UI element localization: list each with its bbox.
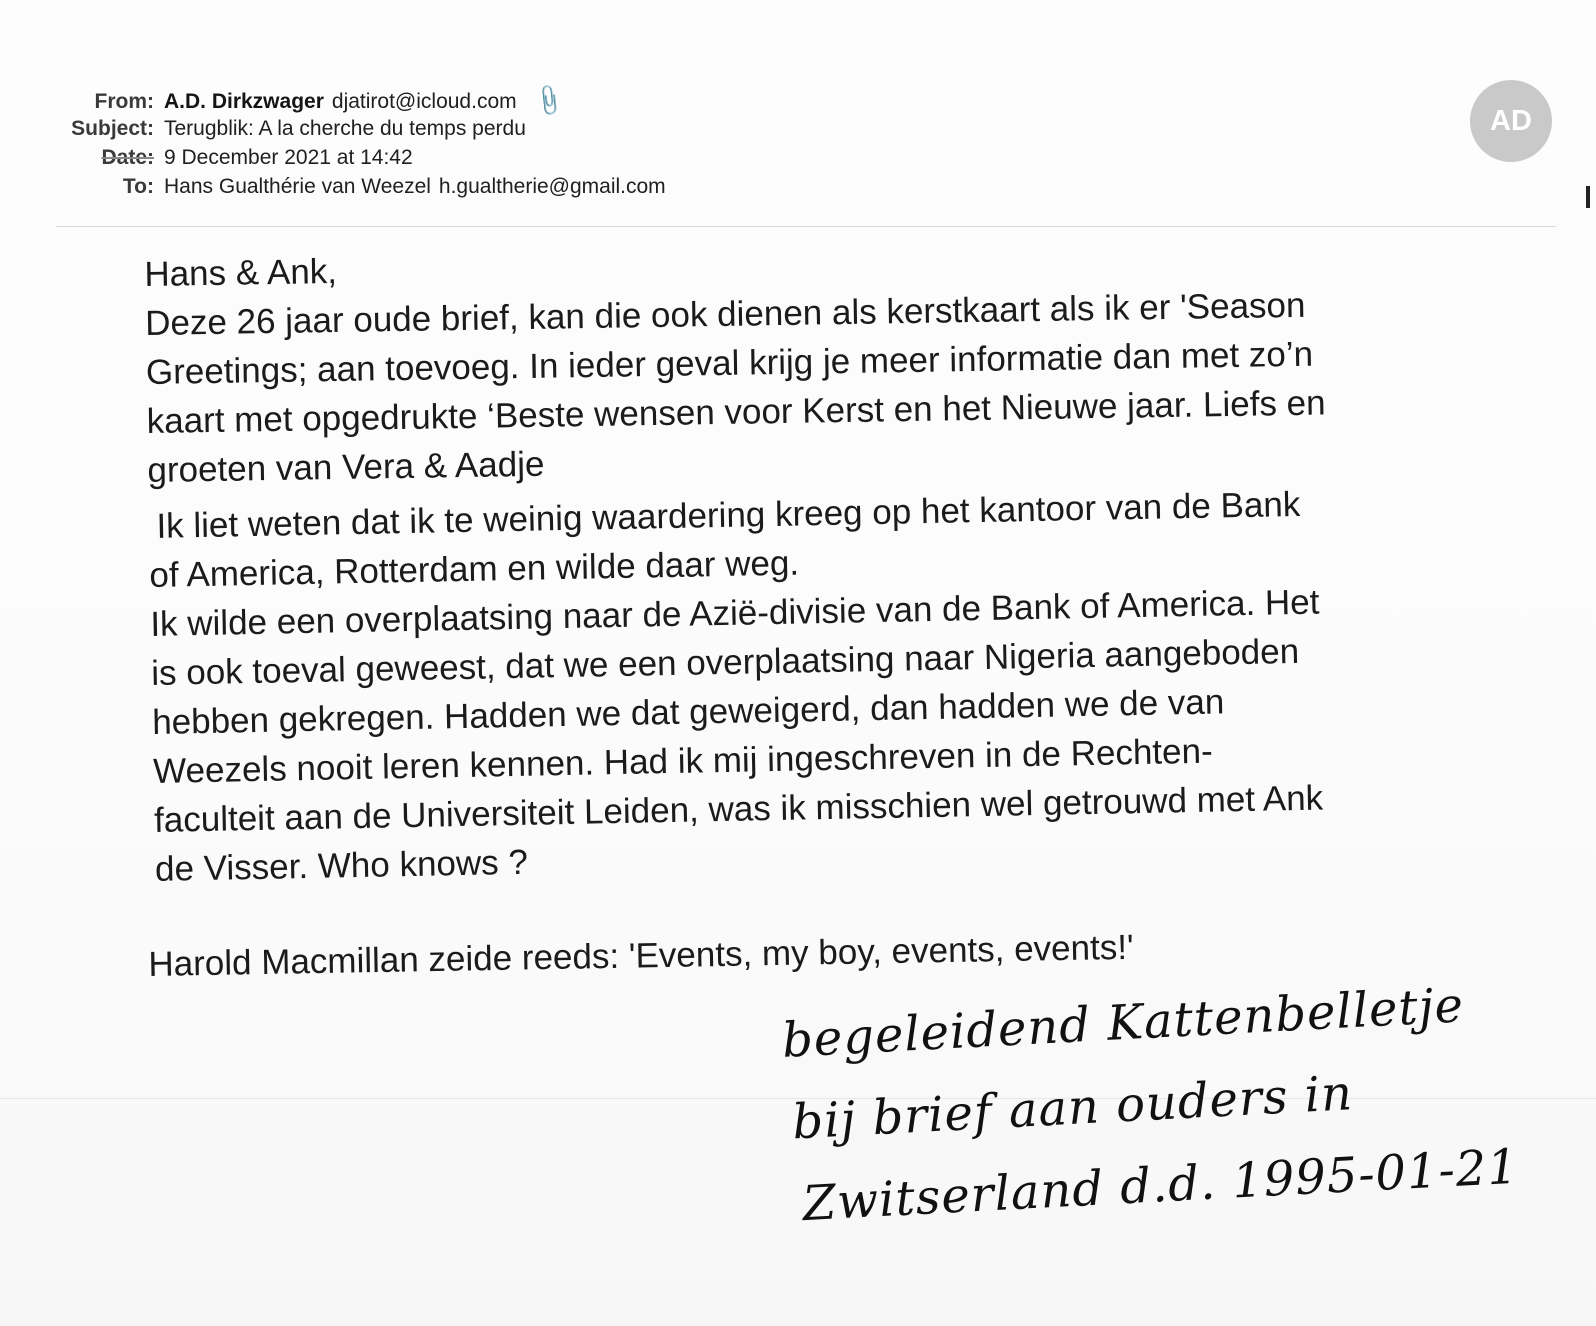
body-line: hebben gekregen. Hadden we dat geweigerd, dan hadden we de van (151, 682, 1225, 742)
from-row (30, 82, 910, 119)
body-line: Ik wilde een overplaatsing naar de Azië-divisie van de Bank of America. Het (149, 582, 1320, 644)
body-line: of America, Rotterdam en wilde daar weg. (149, 543, 800, 595)
avatar: AD (1470, 80, 1552, 162)
handwritten-note (780, 962, 1521, 1245)
quote-line: Harold Macmillan zeide reeds: 'Events, my boy, events, events!' (148, 927, 1134, 984)
body-line: groeten van Vera & Aadje (147, 444, 545, 490)
sender-name: A.D. Dirkzwager (164, 90, 324, 113)
paperclip-icon: 📎 (530, 82, 568, 119)
recipient-address: h.gualtherie@gmail.com (438, 175, 666, 198)
subject-value: Terugblik: A la cherche du temps perdu (164, 117, 526, 140)
body-line: de Visser. Who knows ? (154, 842, 529, 889)
greeting-paragraph (144, 228, 1548, 495)
from-value (164, 82, 568, 119)
handwritten-line: bij brief aan ouders in (790, 1065, 1355, 1151)
subject-row (30, 117, 910, 146)
date-row (30, 146, 910, 175)
header-divider (56, 226, 1556, 227)
body-line: Deze 26 jaar oude brief, kan die ook dienen als kerstkaart als ik er 'Season (144, 285, 1306, 343)
body-line: Weezels nooit leren kennen. Had ik mij ingeschreven in de Rechten- (152, 731, 1214, 791)
handwritten-line: Zwitserland d.d. 1995-01-21 (801, 1138, 1521, 1233)
body-line: Greetings; aan toevoeg. In ieder geval krijg je meer informatie dan met zo’n (145, 334, 1314, 392)
body-line: is ook toeval geweest, dat we een overplaatsing naar Nigeria aangeboden (150, 631, 1300, 693)
body-line: Hans & Ank, (144, 251, 338, 294)
main-paragraph (148, 475, 1555, 894)
from-label: From: (94, 90, 154, 113)
body-line: Ik liet weten dat ik te weinig waardering kreeg op het kantoor van de Bank (156, 484, 1301, 546)
sender-address: djatirot@icloud.com (331, 90, 517, 113)
to-row (30, 175, 910, 204)
subject-label: Subject: (71, 117, 154, 140)
body-line: kaart met opgedrukte ‘Beste wensen voor Kerst en het Nieuwe jaar. Liefs en (146, 383, 1326, 441)
date-label: Date: (101, 146, 154, 169)
body-line: faculteit aan de Universiteit Leiden, was ik misschien wel getrouwd met Ank (153, 778, 1324, 840)
recipient-name: Hans Gualthérie van Weezel (164, 175, 431, 198)
date-value: 9 December 2021 at 14:42 (164, 146, 413, 169)
edge-mark (1586, 186, 1590, 208)
handwritten-line: begeleidend Kattenbelletje (780, 977, 1466, 1069)
email-header (30, 82, 910, 204)
to-value (164, 175, 666, 199)
to-label: To: (122, 175, 154, 198)
